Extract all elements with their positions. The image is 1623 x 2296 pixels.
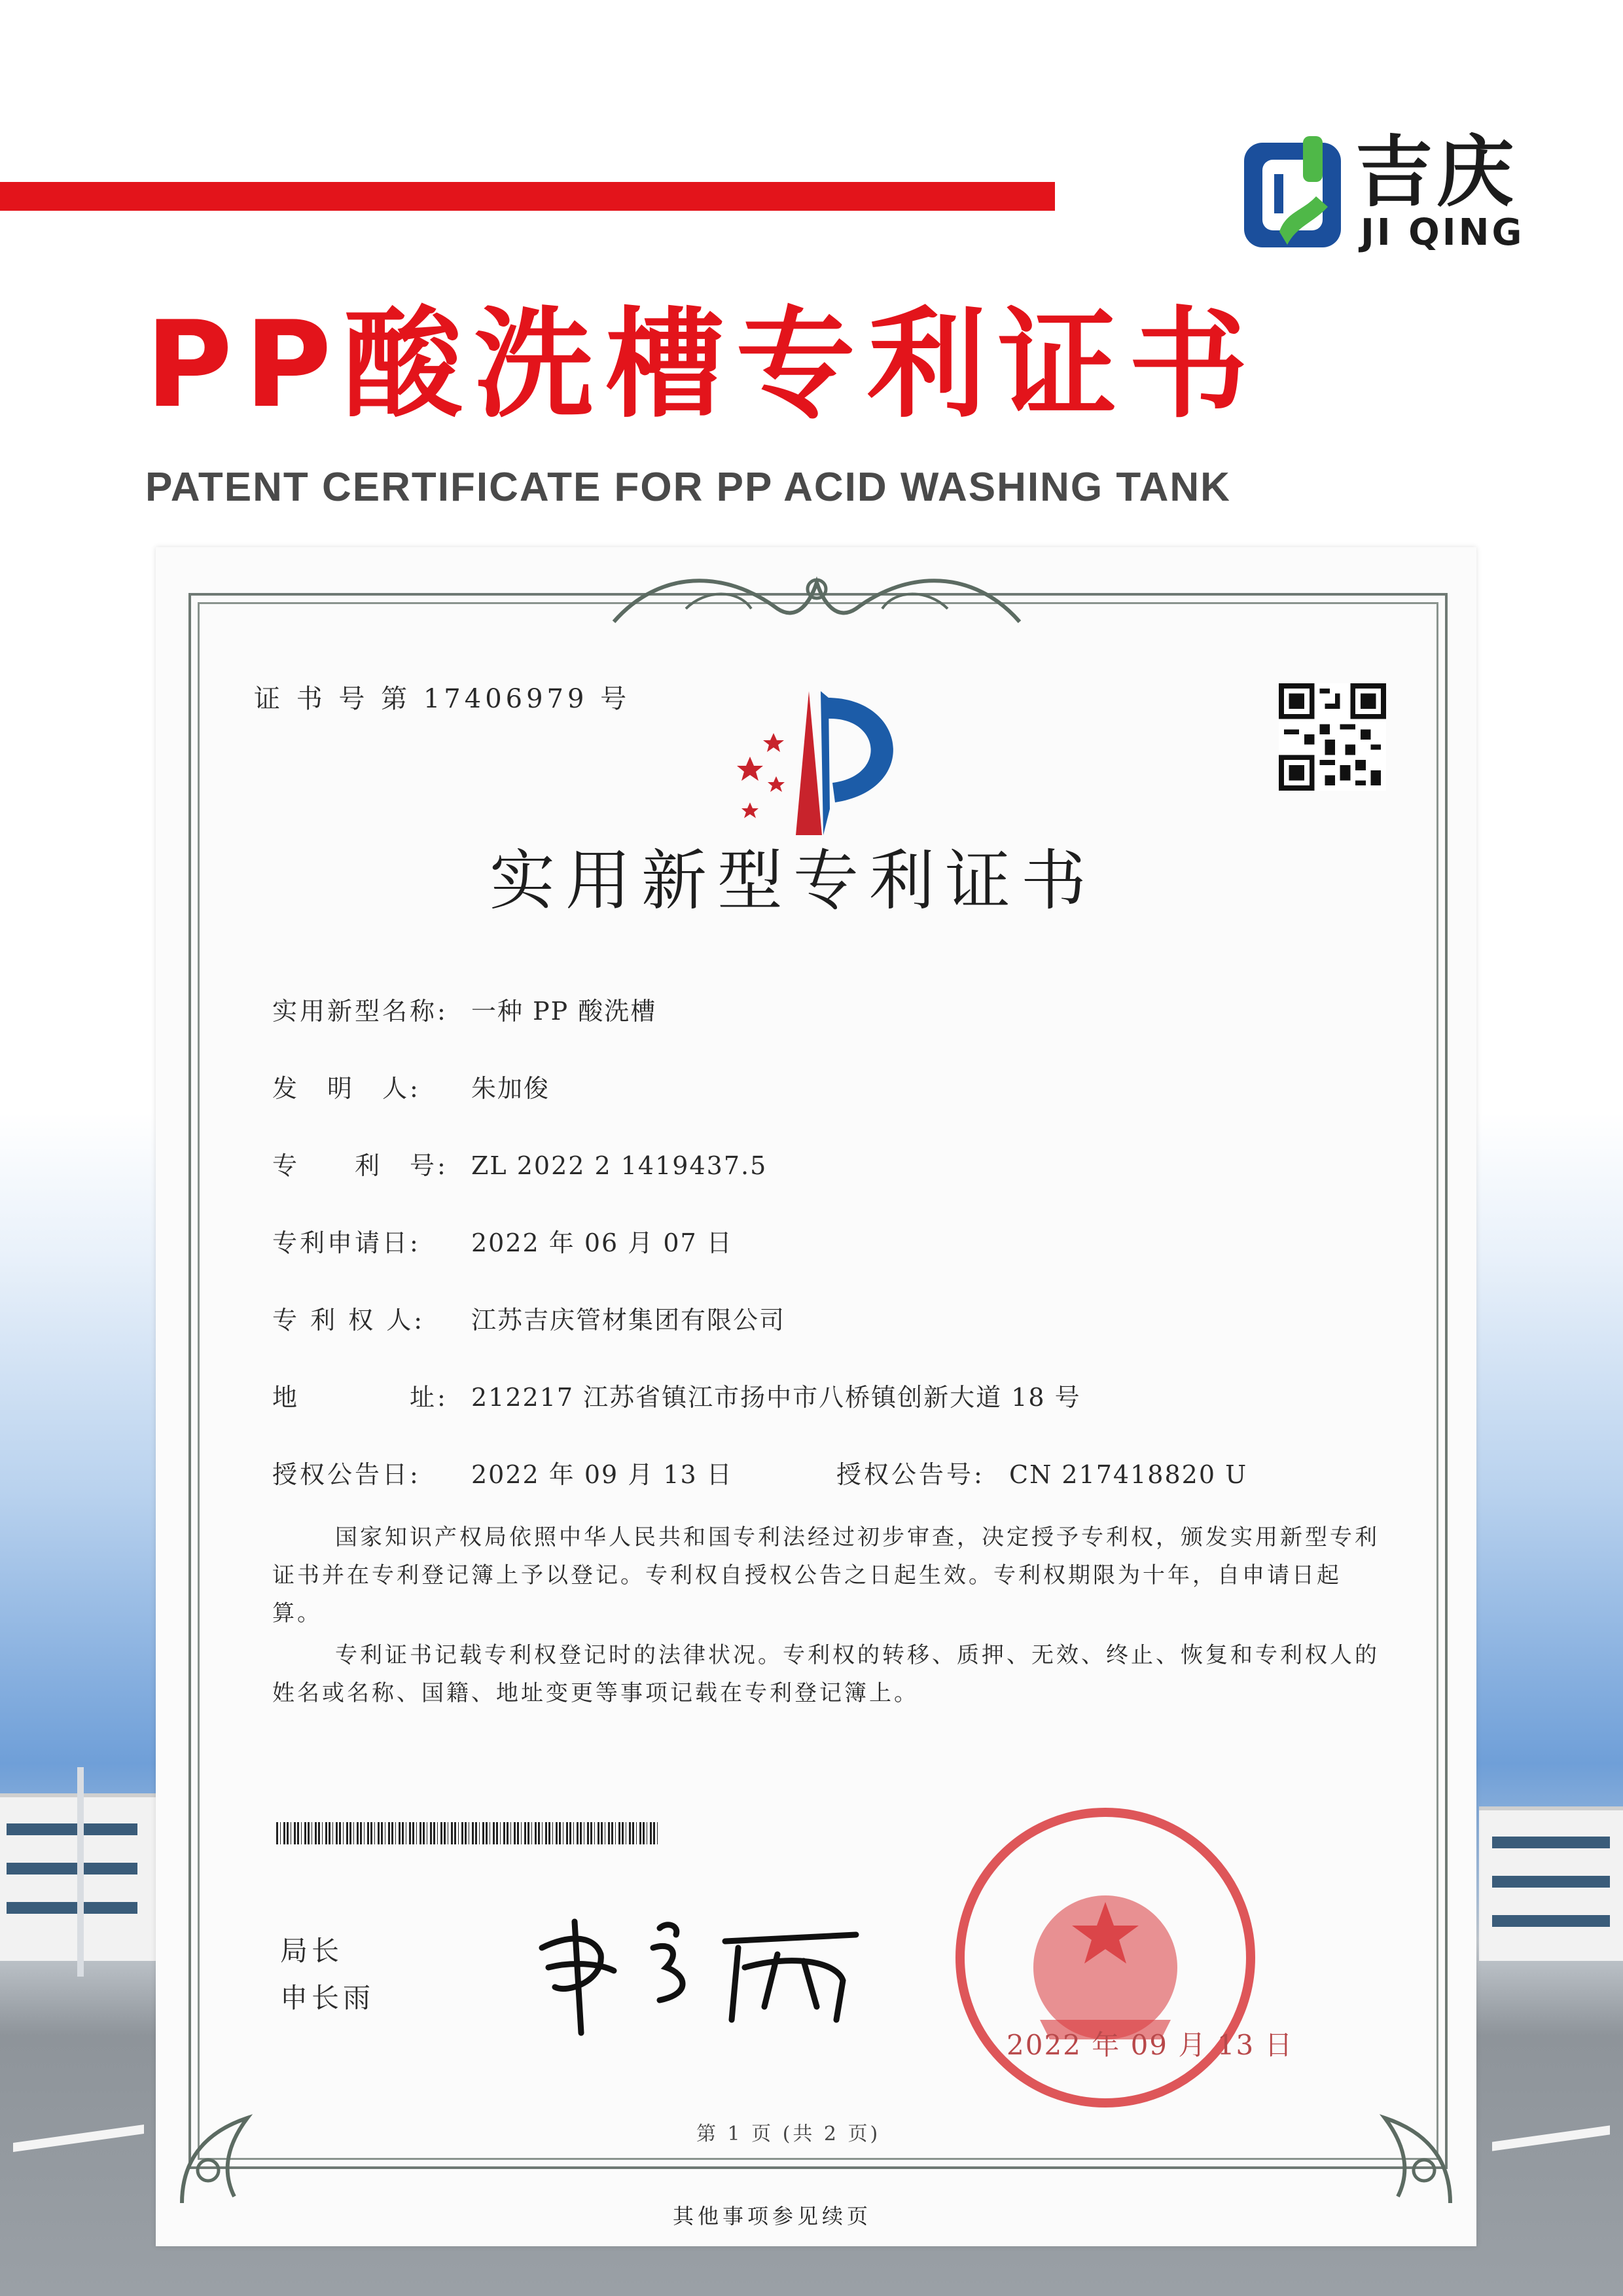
field-label: 专利申请日:	[272, 1229, 421, 1257]
field-value: 朱加俊	[471, 1074, 550, 1103]
field-label: 地 址:	[272, 1383, 448, 1412]
road-marking	[13, 2125, 144, 2152]
field-value: CN 217418820 U	[1009, 1460, 1248, 1489]
director-title: 局长	[280, 1935, 344, 1967]
jiqing-logo	[1240, 127, 1541, 262]
field-value: 2022 年 06 月 07 日	[471, 1229, 733, 1257]
field-patentee	[272, 1308, 785, 1333]
field-utility-model-name	[272, 999, 656, 1024]
field-label: 专 利 权 人:	[272, 1306, 425, 1335]
field-label: 授权公告号:	[836, 1460, 985, 1489]
field-label: 专 利 号:	[272, 1151, 448, 1180]
building-right	[1479, 1806, 1623, 1961]
seal-date: 2022 年 09 月 13 日	[1007, 2029, 1294, 2061]
corner-ornament-right-icon	[1359, 2079, 1463, 2210]
certificate-paragraph-1: 国家知识产权局依照中华人民共和国专利法经过初步审查，决定授予专利权，颁发实用新型专利证书并在专利登记簿上予以登记。专利权自授权公告之日起生效。专利权期限为十年，自申请日起算。	[272, 1524, 1380, 1626]
barcode-icon	[276, 1822, 660, 1844]
header-red-bar	[0, 182, 1055, 211]
field-publication-number	[836, 1462, 1247, 1487]
brand-cn: 吉庆	[1355, 127, 1518, 217]
director-name: 申长雨	[280, 1982, 375, 2014]
jiqing-logo-icon	[1240, 134, 1345, 257]
signature-icon	[529, 1909, 882, 2039]
qr-code-icon	[1279, 683, 1386, 791]
field-inventor	[272, 1076, 550, 1101]
certificate-paragraph-2: 专利证书记载专利权登记时的法律状况。专利权的转移、质押、无效、终止、恢复和专利权人的姓名或名称、国籍、地址变更等事项记载在专利登记簿上。	[272, 1642, 1380, 1706]
field-patent-number	[272, 1153, 767, 1178]
field-value: ZL 2022 2 1419437.5	[471, 1151, 768, 1180]
cnipa-emblem-icon	[711, 678, 927, 835]
continued-note: 其他事项参见续页	[673, 2204, 872, 2229]
page-subtitle: PATENT CERTIFICATE FOR PP ACID WASHING TANK	[145, 465, 1231, 510]
brand-en: JI QING	[1361, 211, 1525, 254]
patent-certificate	[156, 547, 1476, 2246]
street-lamp	[77, 1767, 84, 1977]
official-seal-icon	[952, 1804, 1259, 2111]
page-number: 第 1 页 (共 2 页)	[696, 2123, 881, 2145]
field-label: 实用新型名称:	[272, 997, 448, 1026]
certificate-heading: 实用新型专利证书	[490, 842, 1097, 919]
field-application-date	[272, 1230, 733, 1255]
field-value: 江苏吉庆管材集团有限公司	[471, 1306, 786, 1335]
road-marking	[1492, 2125, 1610, 2151]
field-label: 发 明 人:	[272, 1074, 421, 1103]
page-title: PP酸洗槽专利证书	[145, 295, 1260, 434]
corner-ornament-left-icon	[169, 2079, 274, 2210]
field-label: 授权公告日:	[272, 1460, 421, 1489]
field-value: 一种 PP 酸洗槽	[471, 997, 657, 1026]
field-value: 212217 江苏省镇江市扬中市八桥镇创新大道 18 号	[471, 1383, 1081, 1412]
field-value: 2022 年 09 月 13 日	[471, 1460, 733, 1489]
certificate-number: 证 书 号 第 17406979 号	[254, 684, 631, 714]
field-grant-date	[272, 1462, 733, 1487]
field-address	[272, 1385, 1081, 1410]
top-ornament-icon	[607, 563, 1026, 635]
